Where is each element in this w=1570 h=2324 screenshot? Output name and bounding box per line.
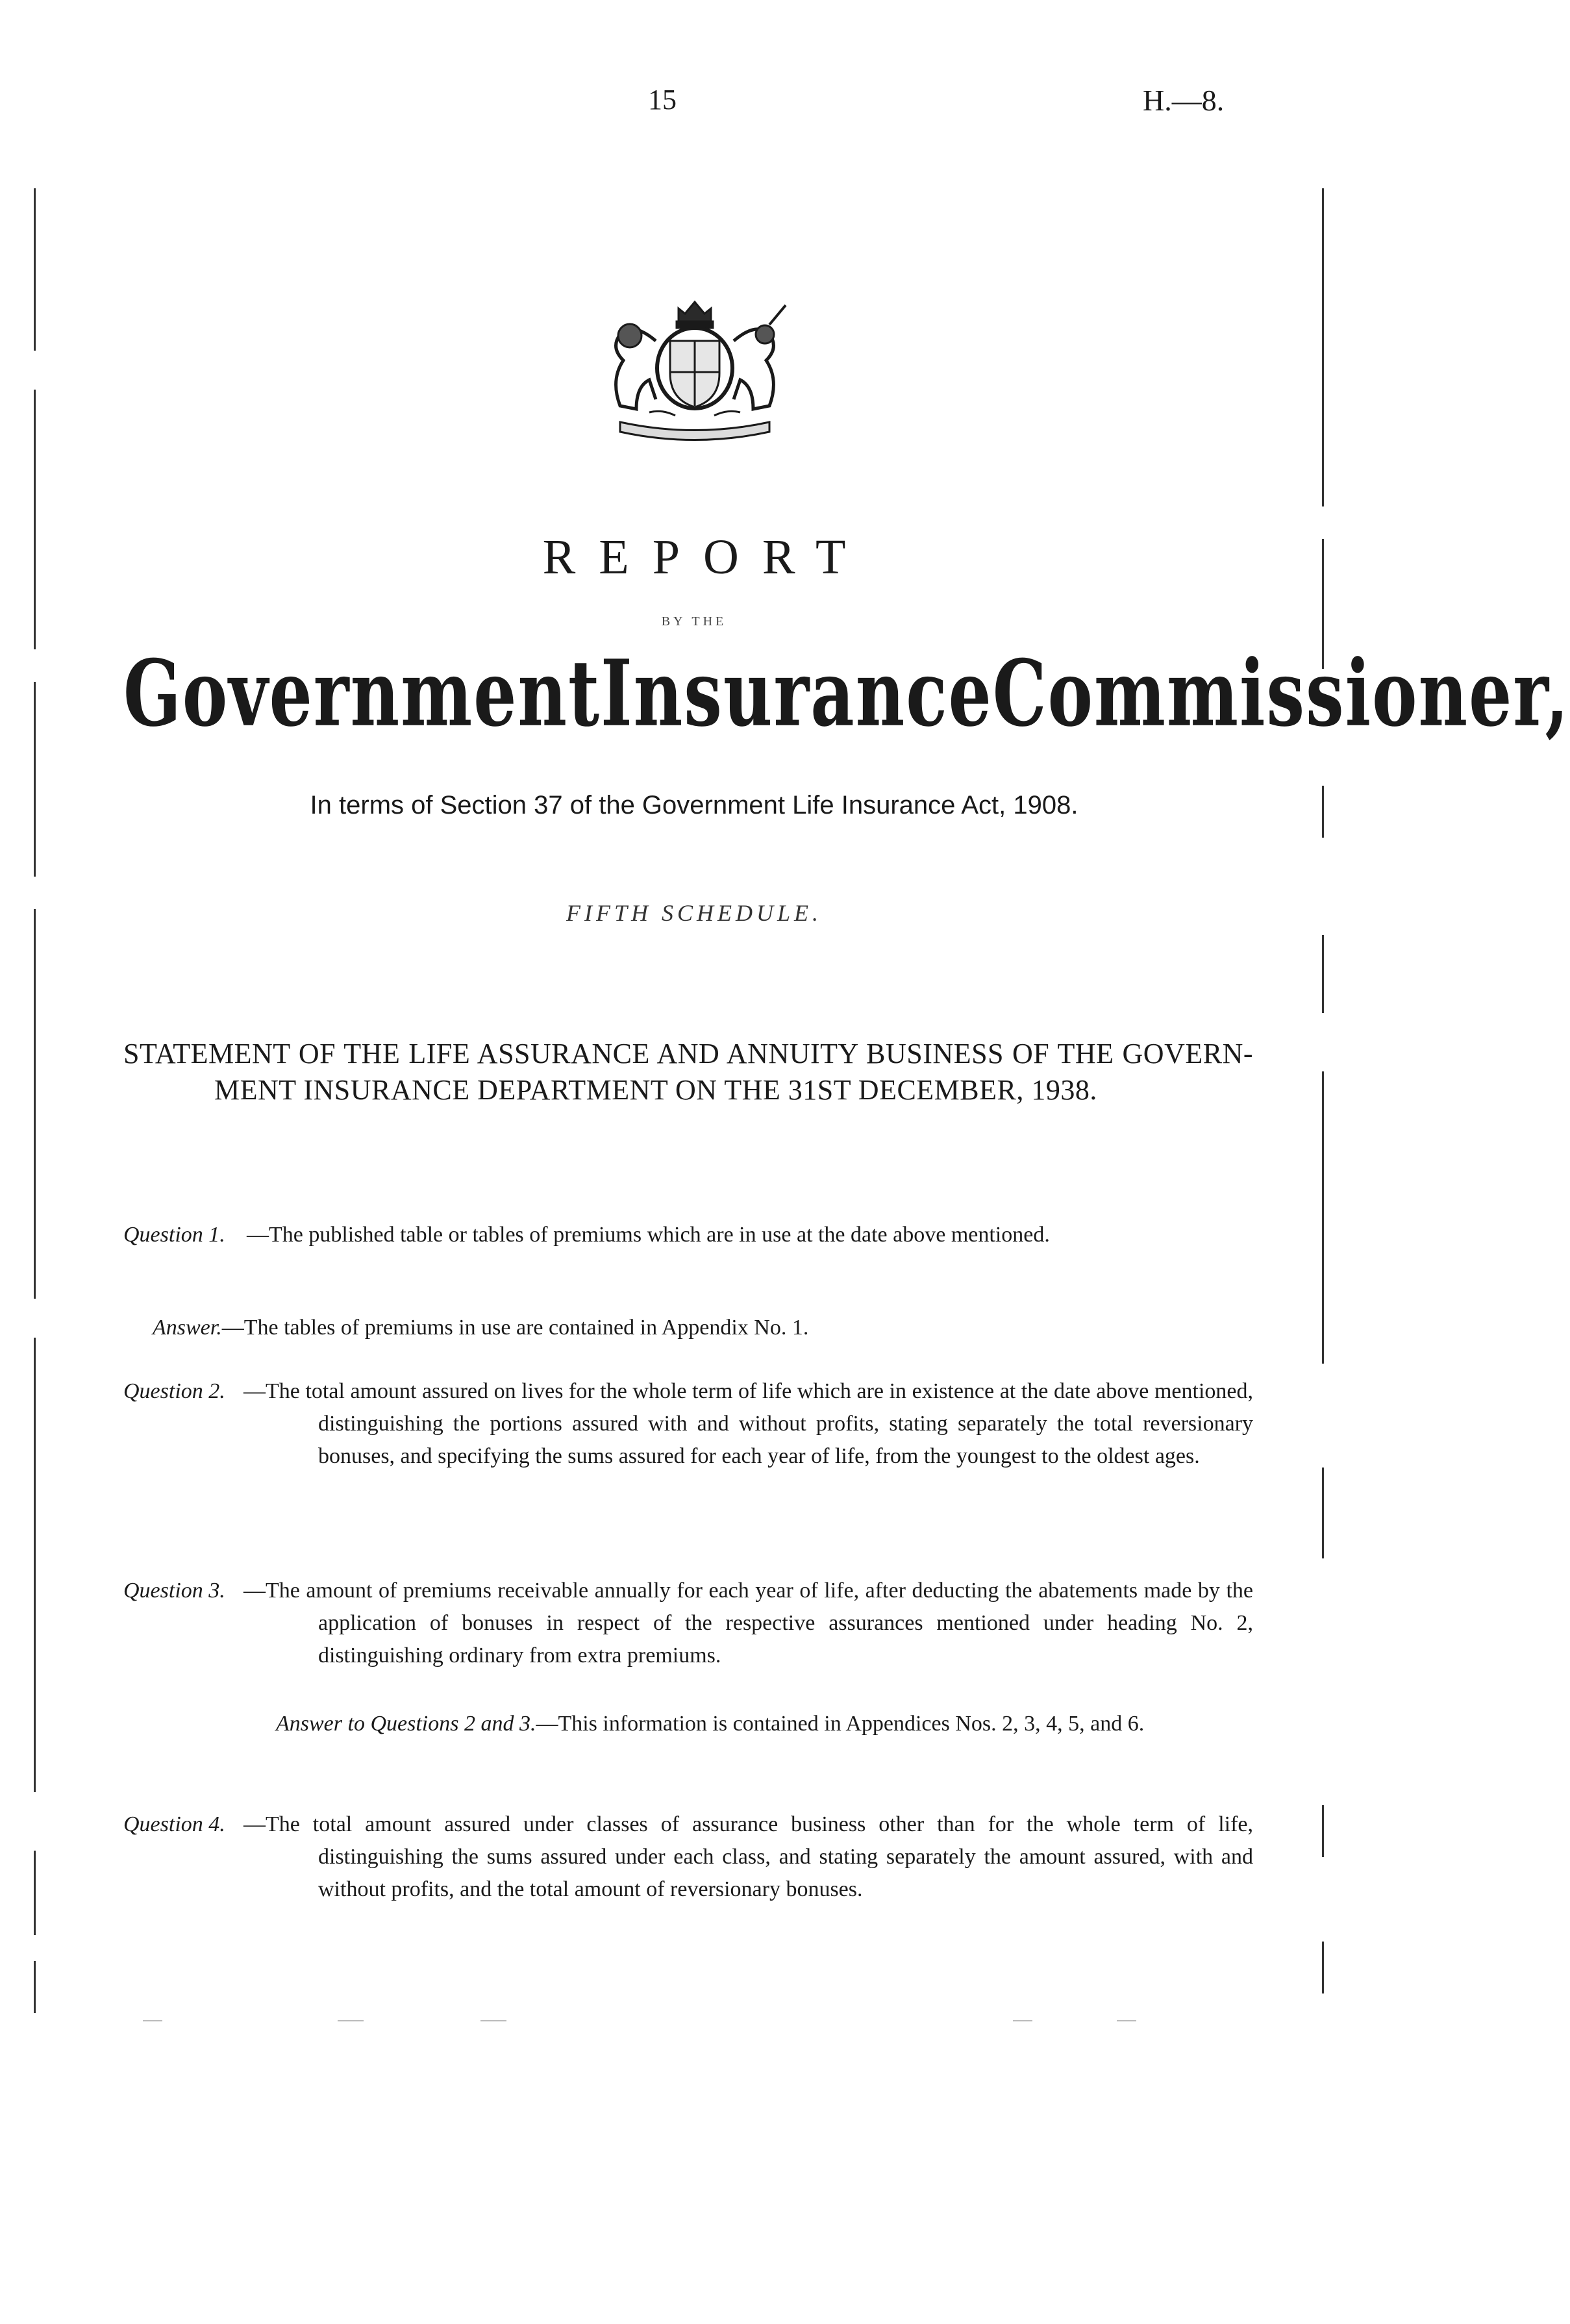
left-margin-mark	[34, 390, 36, 649]
question-1-label: Question 1.	[123, 1223, 225, 1247]
statement-line-1: STATEMENT OF THE LIFE ASSURANCE AND ANNUITY BUSINESS OF THE GOVERN-	[123, 1038, 1253, 1069]
right-margin-mark	[1322, 1468, 1324, 1558]
page-number: 15	[648, 84, 677, 116]
commissioner-title	[123, 638, 1570, 747]
question-3-label: Question 3.	[123, 1579, 225, 1603]
answer-2-3-text: —This information is contained in Appendices Nos. 2, 3, 4, 5, and 6.	[536, 1712, 1145, 1736]
right-margin-mark	[1322, 1942, 1324, 1993]
right-margin-mark	[1322, 188, 1324, 506]
report-title: REPORT	[542, 530, 869, 584]
question-2-text: —The total amount assured on lives for the whole term of life which are in existence at the date above mentioned, distinguishing the portions assured with and without profits, stating separately the total reversionary bonuses, and specifying the sums assured for each year of life, from the youngest to the oldest ages.	[243, 1379, 1253, 1468]
statement-line-2: MENT INSURANCE DEPARTMENT ON THE 31ST DECEMBER, 1938.	[214, 1074, 1097, 1106]
left-margin-mark	[34, 1338, 36, 1792]
scan-footer-marks	[143, 2019, 1247, 2022]
left-margin-mark	[34, 188, 36, 351]
left-margin-mark	[34, 682, 36, 877]
terms-of-act-line: In terms of Section 37 of the Government Life Insurance Act, 1908.	[310, 791, 1078, 819]
question-2	[123, 1375, 1253, 1473]
question-4-label: Question 4.	[123, 1812, 225, 1836]
answer-1	[153, 1312, 1127, 1344]
schedule-heading: FIFTH SCHEDULE.	[566, 900, 822, 926]
statement-heading	[123, 1036, 1253, 1108]
answer-2-3-label: Answer to Questions 2 and 3.	[276, 1712, 536, 1736]
title-word-government: Government	[123, 638, 601, 747]
left-margin-mark	[34, 909, 36, 1299]
answer-1-label: Answer.	[153, 1316, 222, 1340]
royal-coat-of-arms-image	[558, 295, 831, 442]
document-reference: H.—8.	[1143, 84, 1225, 117]
question-1-text: —The published table or tables of premiums which are in use at the date above mentioned.	[247, 1223, 1050, 1247]
right-margin-mark	[1322, 1071, 1324, 1364]
answer-2-3	[276, 1708, 1250, 1740]
question-1	[123, 1219, 1253, 1251]
question-3-text: —The amount of premiums receivable annually for each year of life, after deducting the abatements made by the application of bonuses in respect of the respective assurances mentioned under heading No. 2, distinguishing ordinary from extra premiums.	[243, 1579, 1253, 1668]
title-word-commissioner: Commissioner,	[992, 638, 1570, 747]
answer-1-text: —The tables of premiums in use are contained in Appendix No. 1.	[221, 1316, 809, 1340]
title-word-insurance: Insurance	[601, 638, 993, 747]
question-3	[123, 1575, 1253, 1672]
by-the-subtitle: BY THE	[661, 614, 727, 629]
question-2-label: Question 2.	[123, 1379, 225, 1403]
right-margin-mark	[1322, 1805, 1324, 1857]
left-margin-mark	[34, 1851, 36, 1935]
left-margin-mark	[34, 1961, 36, 2013]
right-margin-mark	[1322, 935, 1324, 1013]
question-4-text: —The total amount assured under classes of assurance business other than for the whole term of life, distinguishing the sums assured under each class, and stating separately the amount assured, with and without profits, and the total amount of reversionary bonuses.	[243, 1812, 1253, 1901]
question-4	[123, 1808, 1253, 1906]
